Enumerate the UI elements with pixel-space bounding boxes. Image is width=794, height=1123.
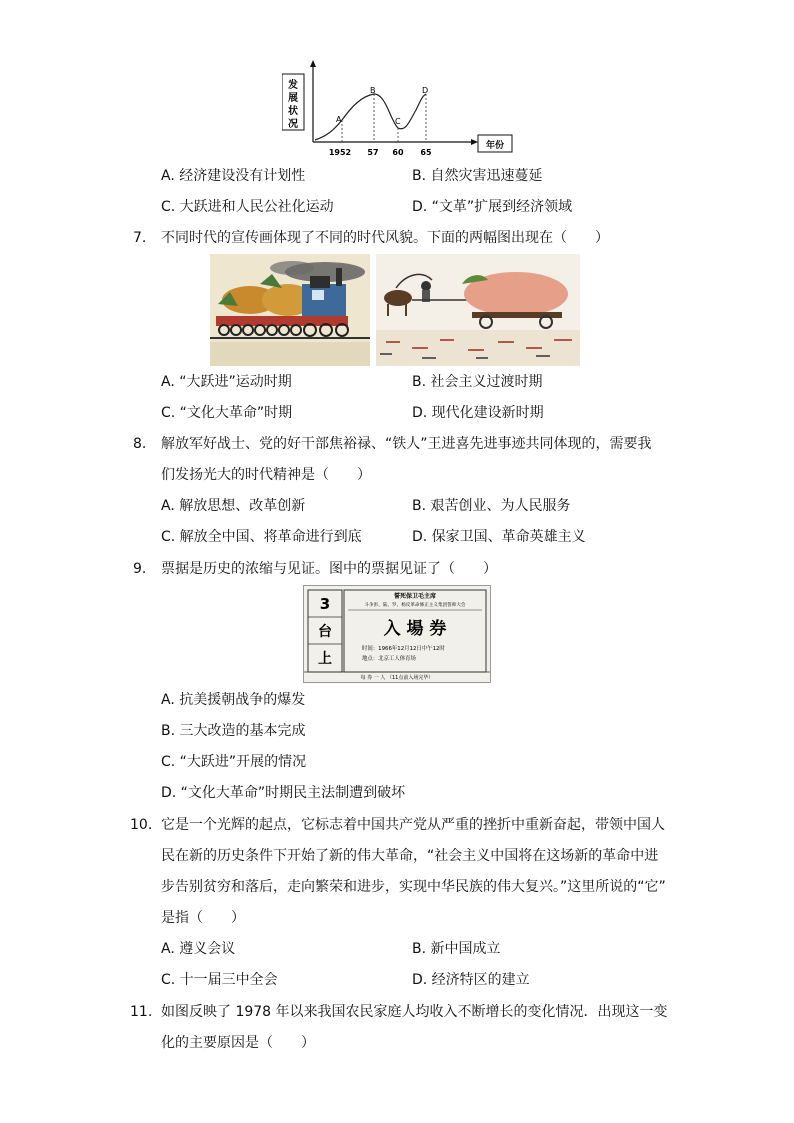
ticket-time: 时间：1966年12月12日中午12时 <box>362 646 445 652</box>
x-axis-arrow <box>471 139 478 145</box>
q10-option-a[interactable]: A. 遵义会议 <box>161 941 236 957</box>
ylabel-char-1: 发 <box>288 80 298 91</box>
q10-number: 10. <box>130 817 153 833</box>
q8-question-line-2: 们发扬光大的时代精神是（ ） <box>161 467 371 483</box>
q8-option-a[interactable]: A. 解放思想、改革创新 <box>161 498 306 514</box>
ylabel-char-2: 展 <box>288 93 298 104</box>
ticket-stand-char: 台 <box>318 624 332 640</box>
q9-option-b[interactable]: B. 三大改造的基本完成 <box>161 723 306 739</box>
ticket-header-2: 斗争彭、陆、罗、杨反革命修正主义集团誓师大会 <box>364 603 466 608</box>
q6-option-c[interactable]: C. 大跃进和人民公社化运动 <box>161 199 334 215</box>
y-axis-arrow <box>310 60 316 67</box>
tick-57: 57 <box>367 148 379 157</box>
q9-option-d[interactable]: D. “文化大革命”时期民主法制遭到破坏 <box>161 785 406 801</box>
point-c-label: C <box>395 117 401 126</box>
q10-question-line-1: 它是一个光辉的起点，它标志着中国共产党从严重的挫折中重新奋起，带领中国人 <box>161 817 665 833</box>
q7-option-d[interactable]: D. 现代化建设新时期 <box>412 405 544 421</box>
q7-option-c[interactable]: C. “文化大革命”时期 <box>161 405 293 421</box>
point-d-label: D <box>422 86 429 95</box>
q7-question: 不同时代的宣传画体现了不同的时代风貌。下面的两幅图出现在（ ） <box>161 230 609 246</box>
q8-option-c[interactable]: C. 解放全中国、将革命进行到底 <box>161 529 362 545</box>
point-a-label: A <box>336 115 342 124</box>
ticket-footer: 每 券 一 人 （11点前入场完毕） <box>360 675 434 681</box>
q9-question: 票据是历史的浓缩与见证。图中的票据见证了（ ） <box>161 561 497 577</box>
q10-question-line-2: 民在新的历史条件下开始了新的伟大革命，“社会主义中国将在这场新的革命中进 <box>161 848 659 864</box>
point-b-label: B <box>370 86 376 95</box>
q11-question-line-2: 化的主要原因是（ ） <box>161 1035 315 1051</box>
q7-option-a[interactable]: A. “大跃进”运动时期 <box>161 374 292 390</box>
q8-option-b[interactable]: B. 艰苦创业、为人民服务 <box>412 498 571 514</box>
xlabel: 年份 <box>485 141 505 151</box>
q7-option-b[interactable]: B. 社会主义过渡时期 <box>412 374 543 390</box>
development-graph <box>282 58 514 162</box>
q9-number: 9. <box>133 561 147 577</box>
ticket-header-1: 誓死保卫毛主席 <box>393 593 437 600</box>
ticket-stand-number: 3 <box>319 595 331 613</box>
q10-question-line-3: 步告别贫穷和落后，走向繁荣和进步，实现中华民族的伟大复兴。”这里所说的“它” <box>161 879 666 895</box>
q8-number: 8. <box>133 436 147 452</box>
poster-train-image <box>210 254 370 366</box>
q10-option-d[interactable]: D. 经济特区的建立 <box>412 972 530 988</box>
development-graph-svg <box>282 58 514 162</box>
poster-ox-cart-image <box>376 254 580 366</box>
ticket-upper-char: 上 <box>318 651 332 667</box>
q6-option-d[interactable]: D. “文革”扩展到经济领域 <box>412 199 573 215</box>
q6-option-a[interactable]: A. 经济建设没有计划性 <box>161 168 306 184</box>
ylabel-char-4: 况 <box>288 119 298 130</box>
q8-question-line-1: 解放军好战士、党的好干部焦裕禄、“铁人”王进喜先进事迹共同体现的，需要我 <box>161 436 652 452</box>
q11-question-line-1: 如图反映了 1978 年以来我国农民家庭人均收入不断增长的变化情况．出现这一变 <box>161 1004 668 1020</box>
tick-1952: 1952 <box>328 148 352 157</box>
ylabel-char-3: 状 <box>288 106 298 117</box>
tick-60: 60 <box>392 148 404 157</box>
ticket-place: 地点：北京工人体育场 <box>362 656 416 662</box>
development-curve <box>315 94 426 140</box>
q10-option-c[interactable]: C. 十一届三中全会 <box>161 972 278 988</box>
q10-question-line-4: 是指（ ） <box>161 910 245 926</box>
q7-number: 7. <box>133 230 147 246</box>
q8-option-d[interactable]: D. 保家卫国、革命英雄主义 <box>412 529 586 545</box>
admission-ticket-image <box>303 585 491 683</box>
q10-option-b[interactable]: B. 新中国成立 <box>412 941 501 957</box>
q11-number: 11. <box>130 1004 153 1020</box>
q6-option-b[interactable]: B. 自然灾害迅速蔓延 <box>412 168 543 184</box>
ticket-title: 入 場 券 <box>383 619 447 639</box>
q9-option-a[interactable]: A. 抗美援朝战争的爆发 <box>161 692 306 708</box>
tick-65: 65 <box>420 148 432 157</box>
q9-option-c[interactable]: C. “大跃进”开展的情况 <box>161 754 307 770</box>
